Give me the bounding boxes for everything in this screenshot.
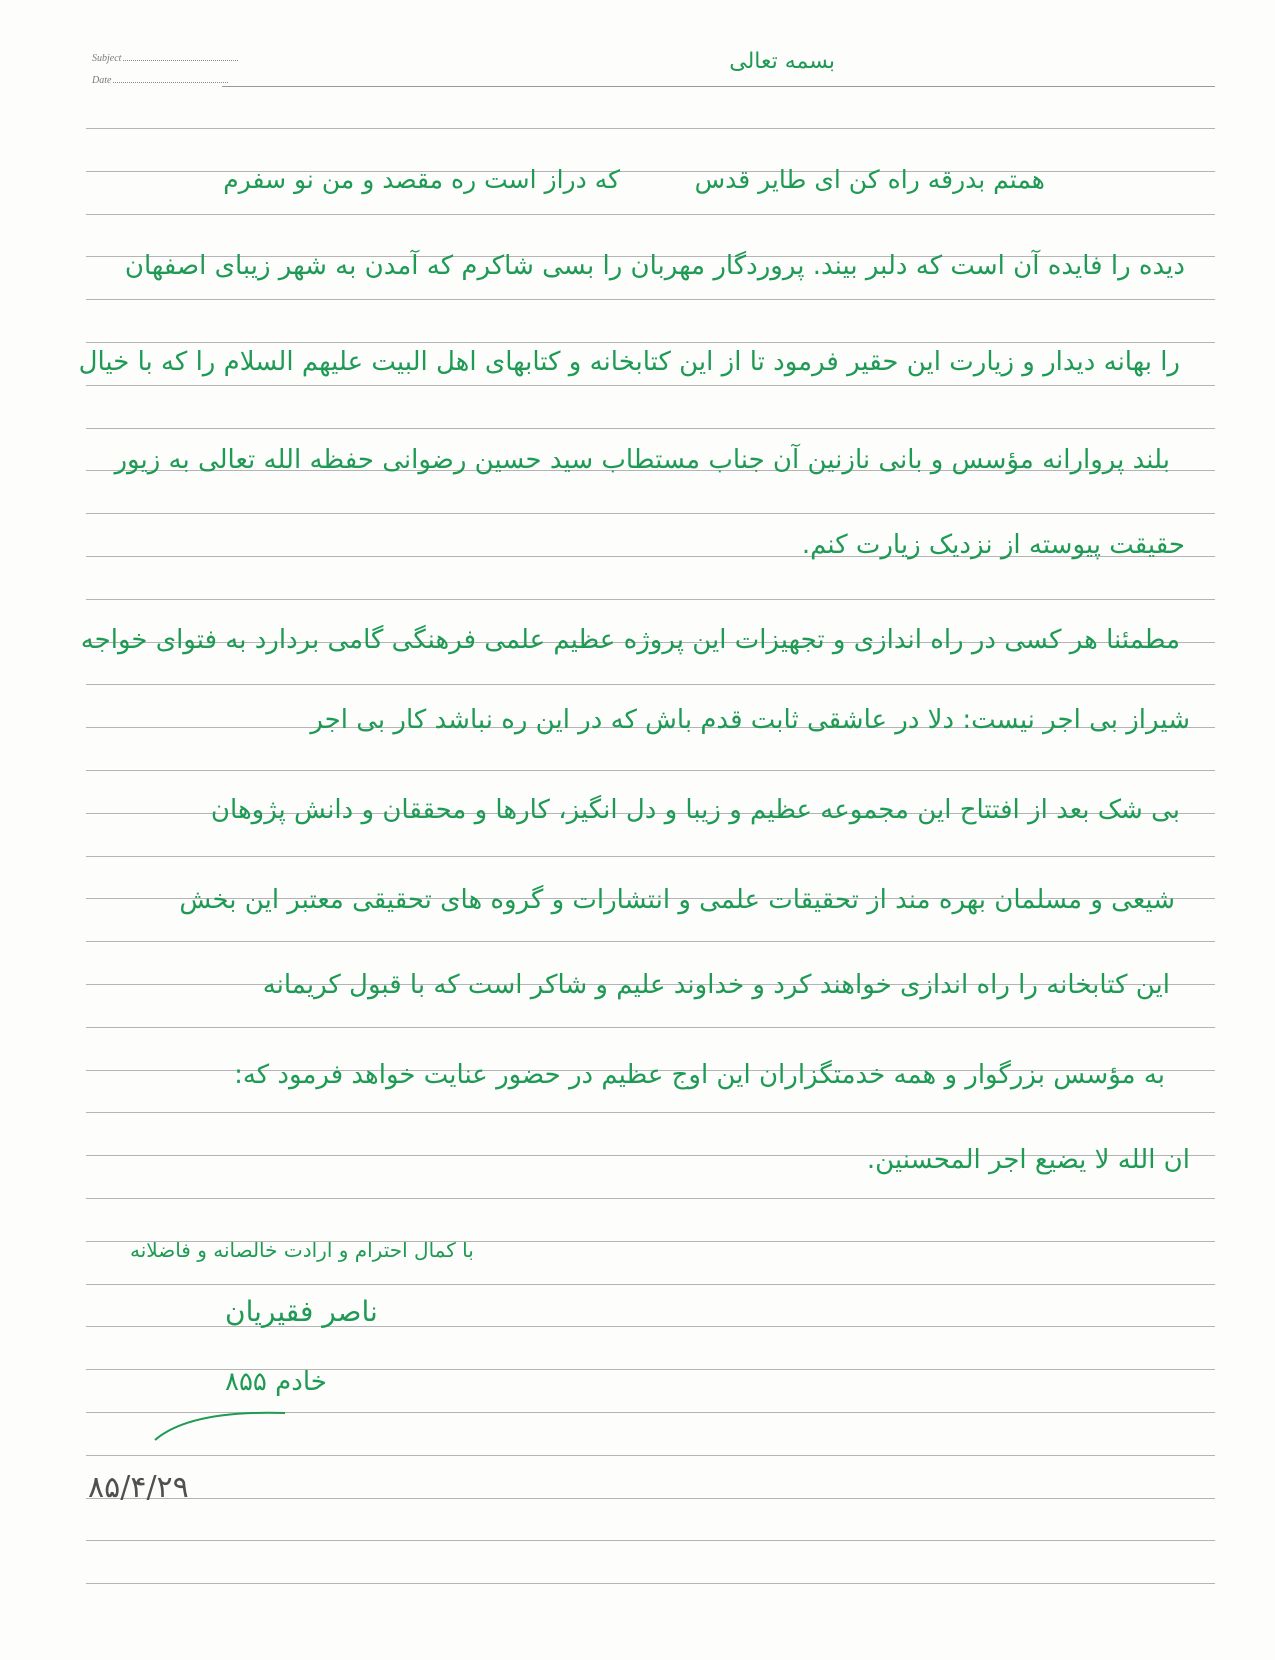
letter-line-9: این کتابخانه را راه اندازی خواهند کرد و خداوند علیم و شاکر است که با قبول کریمانه	[262, 970, 1170, 1000]
letter-line-11: ان الله لا یضیع اجر المحسنین.	[866, 1145, 1190, 1175]
verse-left-hemistich: که دراز است ره مقصد و من نو سفرم	[223, 165, 620, 194]
ruled-line	[86, 684, 1215, 685]
ruled-line	[86, 856, 1215, 857]
ruled-line	[86, 385, 1215, 386]
letter-line-8: شیعی و مسلمان بهره مند از تحقیقات علمی و انتشارات و گروه های تحقیقی معتبر این بخش	[179, 885, 1175, 915]
ruled-line	[86, 1027, 1215, 1028]
subject-label: Subject	[92, 53, 122, 64]
signature-flourish	[150, 1405, 290, 1445]
letter-line-6: شیراز بی اجر نیست: دلا در عاشقی ثابت قدم باش که در این ره نباشد کار بی اجر	[310, 705, 1190, 735]
ruled-line	[86, 1455, 1215, 1456]
ruled-line	[86, 1112, 1215, 1113]
ruled-line	[86, 128, 1215, 129]
letter-line-10: به مؤسس بزرگوار و همه خدمتگزاران این اوج عظیم در حضور عنایت خواهد فرمود که:	[234, 1060, 1165, 1090]
date-label: Date	[92, 75, 112, 86]
letter-line-4: حقیقت پیوسته از نزدیک زیارت کنم.	[801, 530, 1185, 560]
date-dotted-line	[113, 82, 228, 83]
ruled-line	[86, 770, 1215, 771]
closing-phrase: با کمال احترام و ارادت خالصانه و فاضلانه	[130, 1238, 474, 1262]
subject-dotted-line	[123, 60, 238, 61]
ruled-line	[86, 214, 1215, 215]
letter-line-1: دیده را فایده آن است که دلبر بیند. پروردگار مهربان را بسی شاکرم که آمدن به شهر زیبای اصفهان	[124, 251, 1185, 281]
letter-line-5: مطمئنا هر کسی در راه اندازی و تجهیزات این پروژه عظیم علمی فرهنگی گامی بردارد به فتوای خواجه	[80, 625, 1180, 655]
ruled-line	[86, 1583, 1215, 1584]
invocation: بسمه تعالی	[729, 49, 835, 74]
ruled-line	[86, 1198, 1215, 1199]
ruled-line	[86, 428, 1215, 429]
ruled-line	[86, 1284, 1215, 1285]
written-date: ۸۵/۴/۲۹	[88, 1470, 189, 1505]
letter-line-2: را بهانه دیدار و زیارت این حقیر فرمود تا از این کتابخانه و کتابهای اهل البیت علیهم السلام را که با خیال	[78, 347, 1180, 377]
ruled-line	[86, 513, 1215, 514]
signature-name: ناصر فقیریان	[225, 1295, 378, 1328]
ruled-line	[86, 599, 1215, 600]
subject-field	[92, 53, 238, 64]
signature-extra: خادم ۸۵۵	[225, 1367, 327, 1397]
ruled-line	[86, 1498, 1215, 1499]
letter-line-3: بلند پروارانه مؤسس و بانی نازنین آن جناب مستطاب سید حسین رضوانی حفظه الله تعالی به زیور	[114, 445, 1170, 475]
ruled-line	[86, 299, 1215, 300]
ruled-line	[86, 1540, 1215, 1541]
ruled-line	[86, 941, 1215, 942]
verse-right-hemistich: همتم بدرقه راه کن ای طایر قدس	[694, 165, 1045, 194]
header-rule	[222, 86, 1215, 87]
date-field	[92, 75, 228, 86]
letter-line-7: بی شک بعد از افتتاح این مجموعه عظیم و زیبا و دل انگیز، کارها و محققان و دانش پژوهان	[210, 795, 1180, 825]
